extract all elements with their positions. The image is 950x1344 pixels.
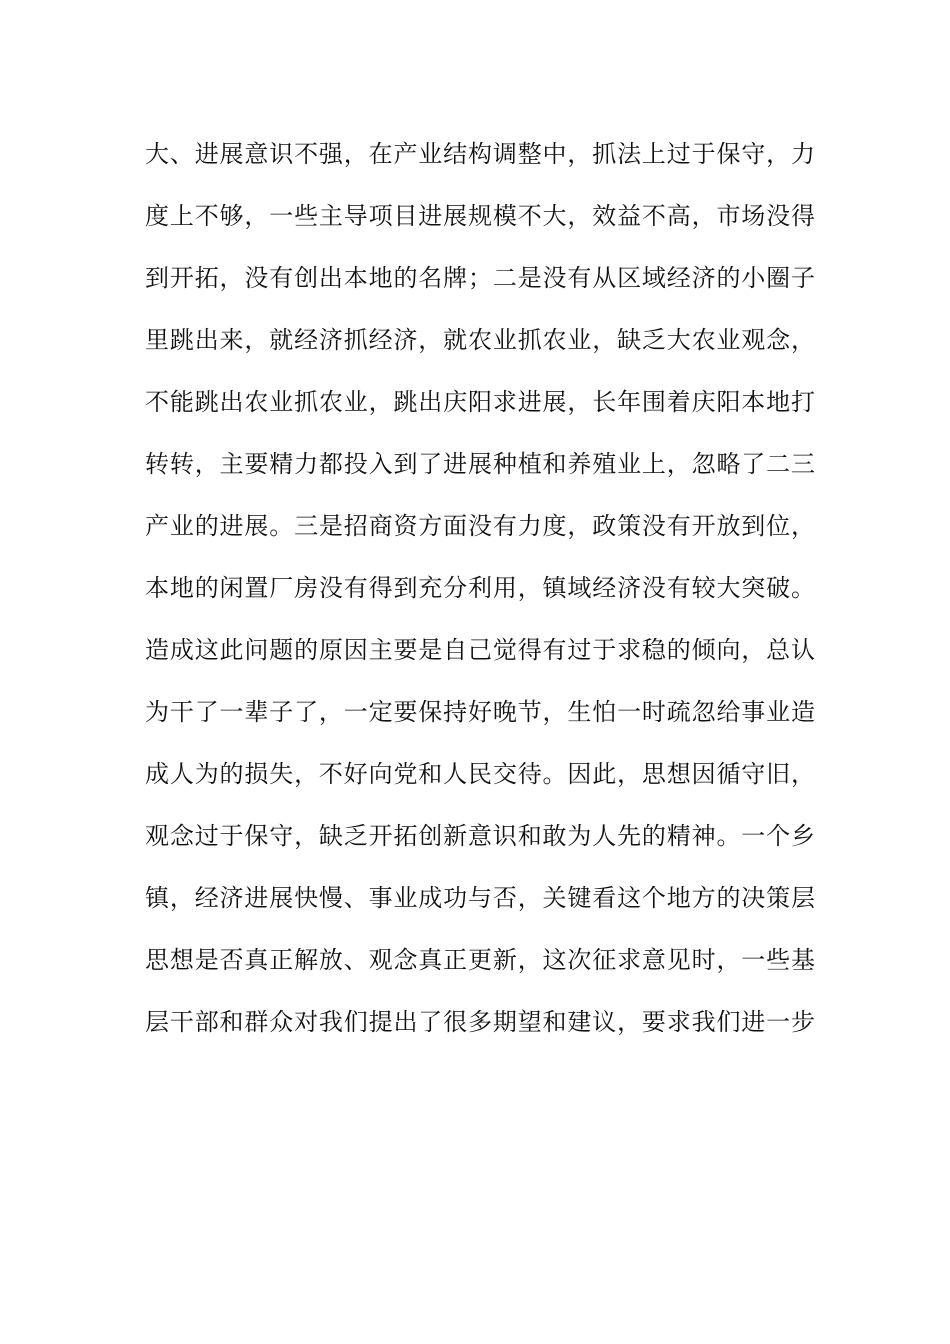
text-line: 造成这此问题的原因主要是自己觉得有过于求稳的倾向，总认 xyxy=(145,636,815,664)
text-line: 镇，经济进展快慢、事业成功与否，关键看这个地方的决策层 xyxy=(145,884,815,912)
text-line: 里跳出来，就经济抓经济，就农业抓农业，缺乏大农业观念， xyxy=(145,326,815,354)
text-line: 层干部和群众对我们提出了很多期望和建议，要求我们进一步 xyxy=(145,1008,815,1036)
text-line: 本地的闲置厂房没有得到充分利用，镇域经济没有较大突破。 xyxy=(145,574,815,602)
text-line: 度上不够，一些主导项目进展规模不大，效益不高，市场没得 xyxy=(145,202,815,230)
body-text xyxy=(145,130,815,1060)
text-line: 为干了一辈子了，一定要保持好晚节，生怕一时疏忽给事业造 xyxy=(145,698,815,726)
text-line: 产业的进展。三是招商资方面没有力度，政策没有开放到位， xyxy=(145,512,815,540)
text-line: 思想是否真正解放、观念真正更新，这次征求意见时，一些基 xyxy=(145,946,815,974)
text-line: 转转，主要精力都投入到了进展种植和养殖业上，忽略了二三 xyxy=(145,450,815,478)
text-line: 成人为的损失，不好向党和人民交待。因此，思想因循守旧， xyxy=(145,760,815,788)
text-line: 到开拓，没有创出本地的名牌；二是没有从区域经济的小圈子 xyxy=(145,264,815,292)
text-line: 不能跳出农业抓农业，跳出庆阳求进展，长年围着庆阳本地打 xyxy=(145,388,815,416)
text-line: 大、进展意识不强，在产业结构调整中，抓法上过于保守，力 xyxy=(145,140,815,168)
text-line: 观念过于保守，缺乏开拓创新意识和敢为人先的精神。一个乡 xyxy=(145,822,815,850)
